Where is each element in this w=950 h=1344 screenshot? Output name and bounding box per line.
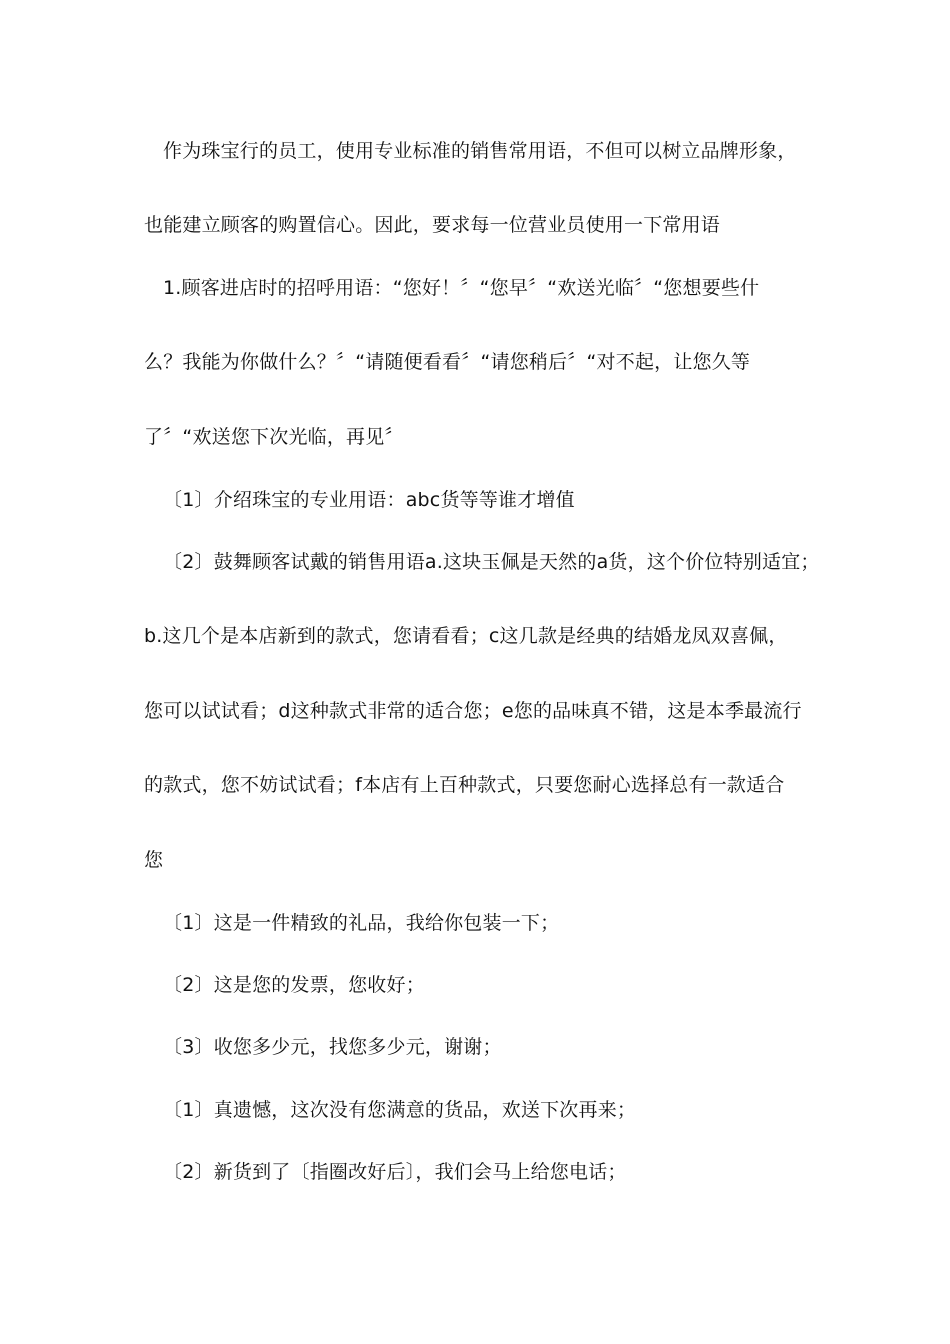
paragraph-line: 〔1〕介绍珠宝的专业用语：abc货等等谁才增值 — [163, 489, 575, 511]
paragraph-line: 了〞“欢送您下次光临，再见〞 — [144, 426, 404, 448]
paragraph-line: 也能建立顾客的购置信心。因此，要求每一位营业员使用一下常用语 — [144, 214, 721, 236]
paragraph-line: 的款式，您不妨试试看；f本店有上百种款式，只要您耐心选择总有一款适合 — [144, 774, 785, 796]
paragraph-line: 1.顾客进店时的招呼用语：“您好！〞“您早〞“欢送光临〞“您想要些什 — [163, 277, 760, 299]
paragraph-line: 作为珠宝行的员工，使用专业标准的销售常用语，不但可以树立品牌形象， — [163, 140, 797, 162]
paragraph-line: 么？我能为你做什么？〞“请随便看看〞“请您稍后〞“对不起，让您久等 — [144, 351, 751, 373]
paragraph-line: 〔1〕真遗憾，这次没有您满意的货品，欢送下次再来； — [163, 1099, 637, 1121]
paragraph-line: 〔1〕这是一件精致的礼品，我给你包装一下； — [163, 912, 560, 934]
paragraph-line: 〔2〕鼓舞顾客试戴的销售用语a.这块玉佩是天然的a货，这个价位特别适宜； — [163, 551, 820, 573]
paragraph-line: 您 — [144, 849, 164, 871]
paragraph-line: 您可以试试看；d这种款式非常的适合您；e您的品味真不错，这是本季最流行 — [144, 700, 802, 722]
paragraph-line: b.这几个是本店新到的款式，您请看看；c这几款是经典的结婚龙凤双喜佩， — [144, 625, 788, 647]
paragraph-line: 〔2〕这是您的发票，您收好； — [163, 974, 425, 996]
paragraph-line: 〔2〕新货到了〔指圈改好后〕，我们会马上给您电话； — [163, 1161, 627, 1183]
paragraph-line: 〔3〕收您多少元，找您多少元，谢谢； — [163, 1036, 502, 1058]
